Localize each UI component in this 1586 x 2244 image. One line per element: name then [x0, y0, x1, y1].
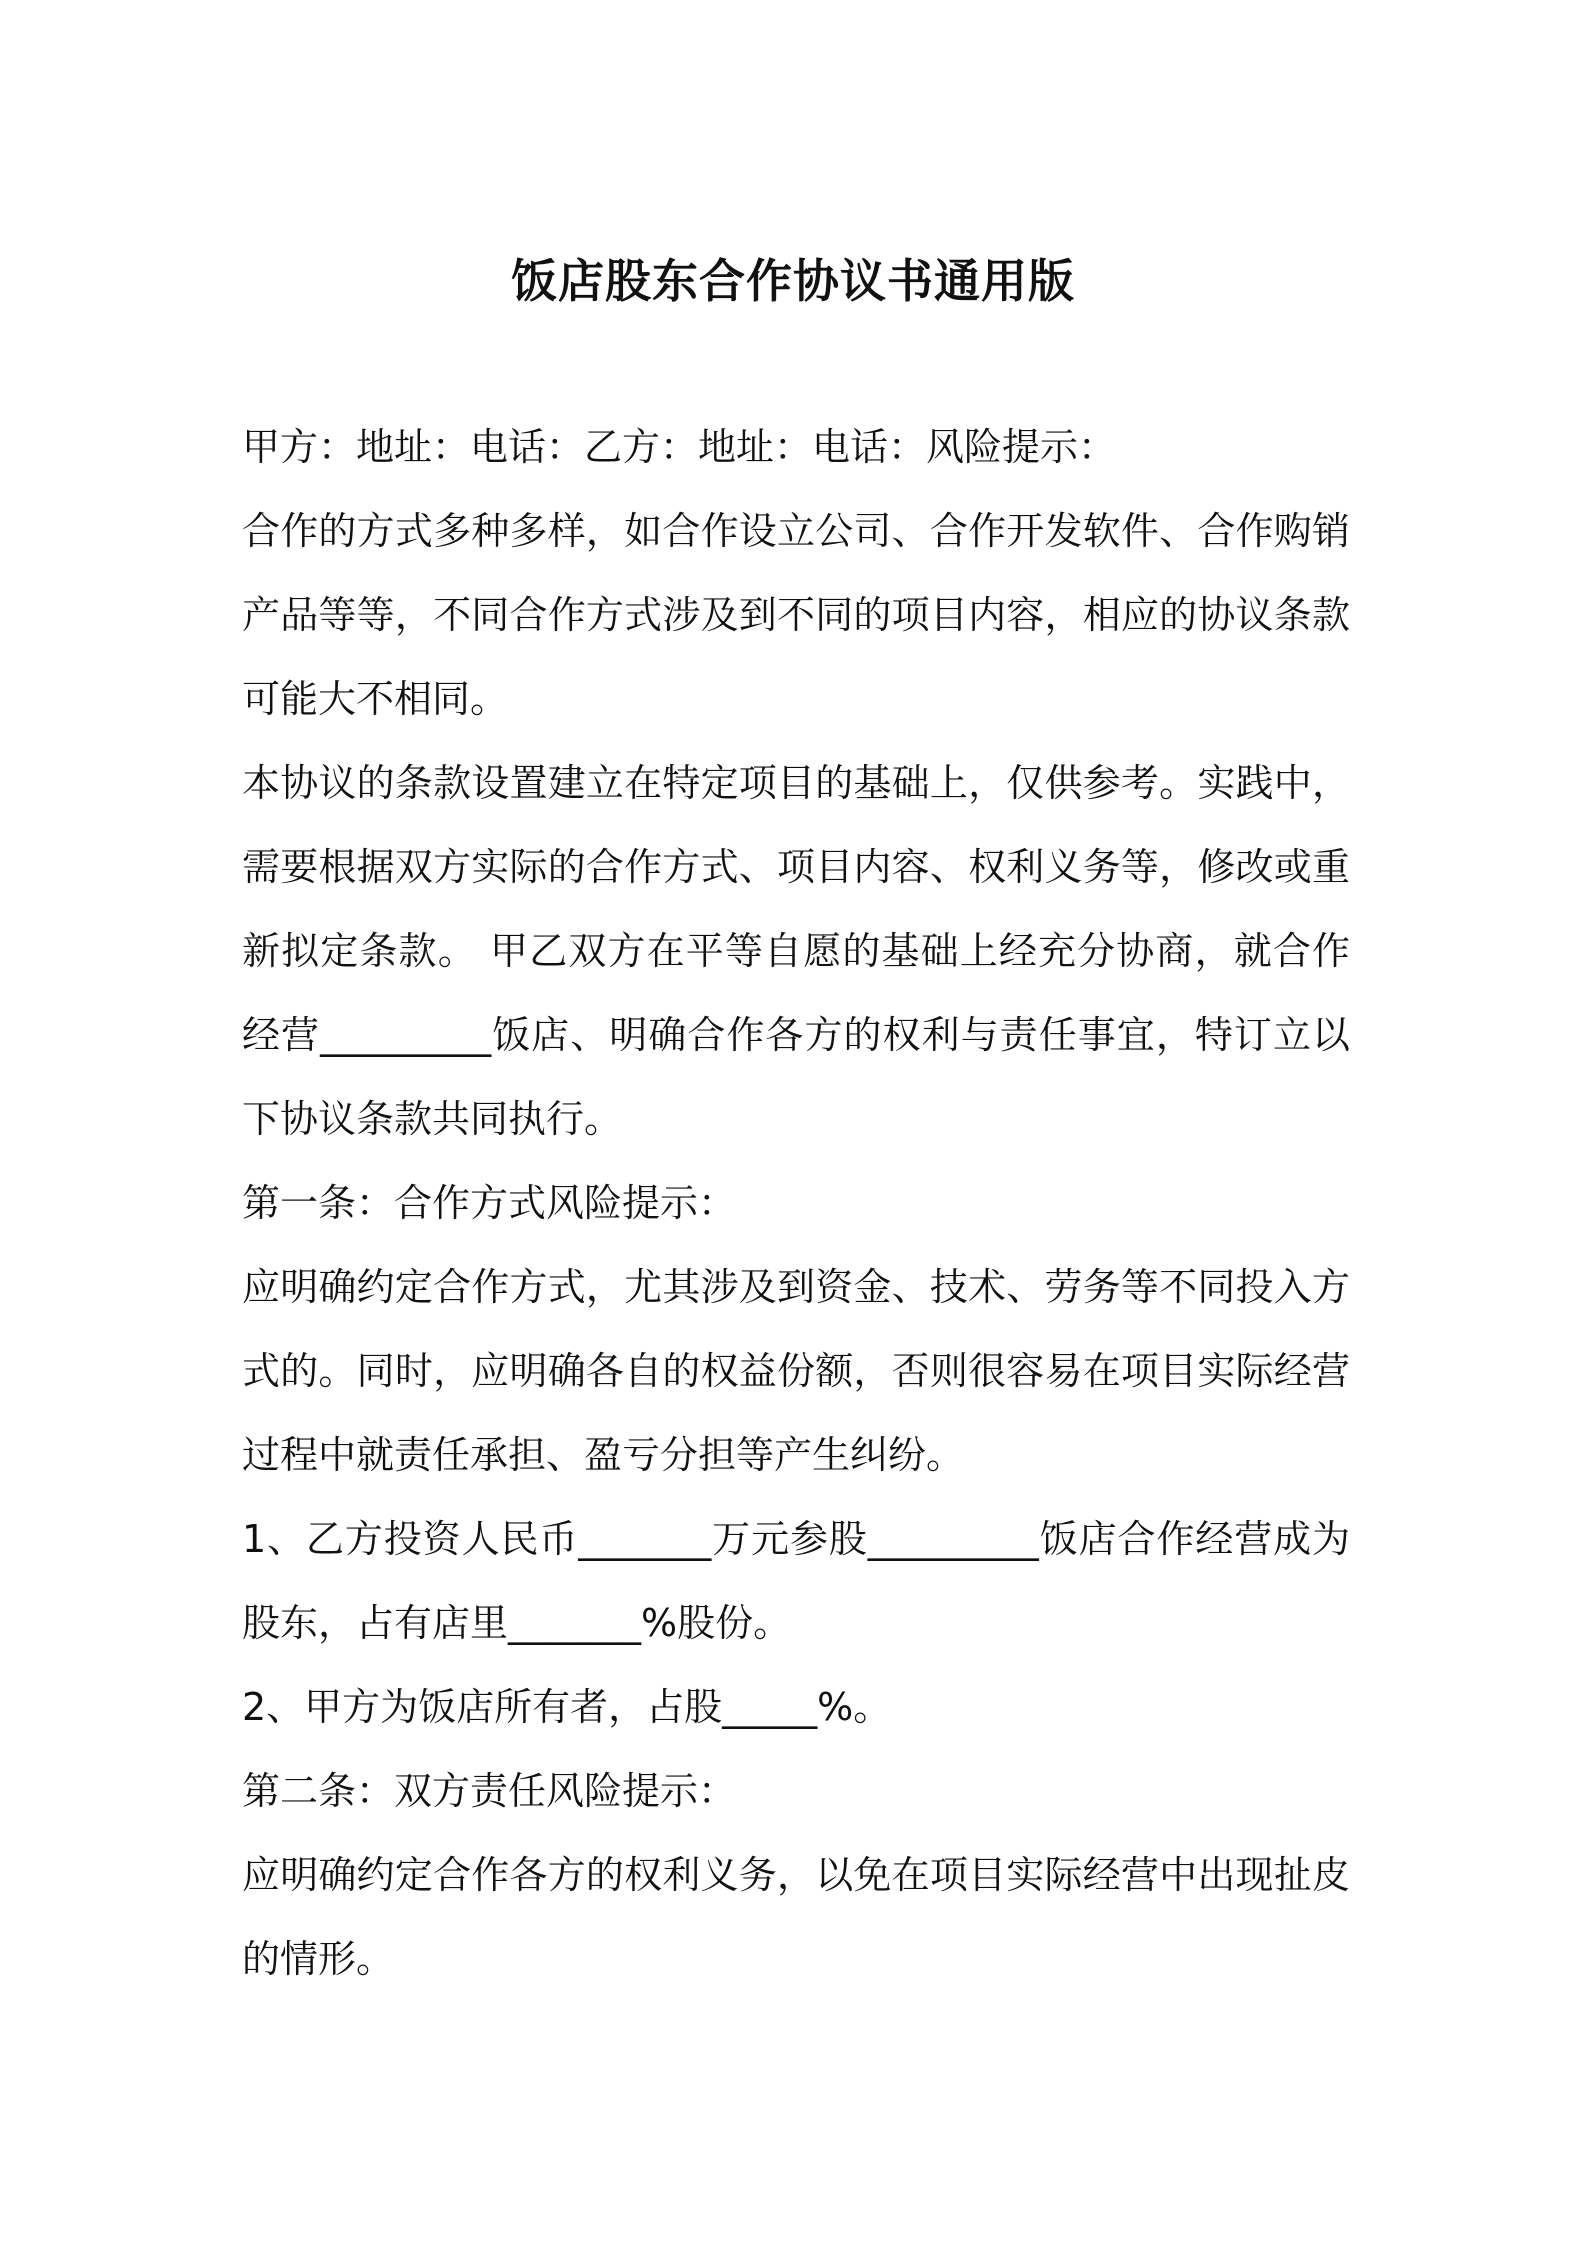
article-1-risk-note: 应明确约定合作方式，尤其涉及到资金、技术、劳务等不同投入方式的。同时，应明确各自的权益份额，否则很容易在项目实际经营过程中就责任承担、盈亏分担等产生纠纷。 — [242, 1265, 1350, 1477]
document-title: 饭店股东合作协议书通用版 — [511, 253, 1075, 308]
article-2-heading: 第二条：双方责任风险提示： — [242, 1769, 737, 1813]
document-body — [242, 405, 1350, 2001]
paragraph-agreement-basis: 本协议的条款设置建立在特定项目的基础上，仅供参考。实践中，需要根据双方实际的合作方式、项目内容、权利义务等，修改或重新拟定条款。 甲乙双方在平等自愿的基础上经充分协商，就合作经营_________饭店、明确合作各方的权利与责任事宜，特订立以下协议条款共同执行。 — [242, 761, 1350, 1141]
article-1-heading: 第一条：合作方式风险提示： — [242, 1181, 737, 1225]
article-2-risk-note: 应明确约定合作各方的权利义务，以免在项目实际经营中出现扯皮的情形。 — [242, 1853, 1350, 1981]
paragraph-cooperation-methods: 合作的方式多种多样，如合作设立公司、合作开发软件、合作购销产品等等，不同合作方式涉及到不同的项目内容，相应的协议条款可能大不相同。 — [242, 509, 1350, 721]
clause-2-ownership: 2、甲方为饭店所有者，占股_____%。 — [242, 1685, 892, 1729]
paragraph-parties: 甲方：地址：电话：乙方：地址：电话：风险提示： — [242, 425, 1117, 469]
clause-1-investment: 1、乙方投资人民币_______万元参股_________饭店合作经营成为股东，占有店里_______%股份。 — [242, 1517, 1350, 1645]
